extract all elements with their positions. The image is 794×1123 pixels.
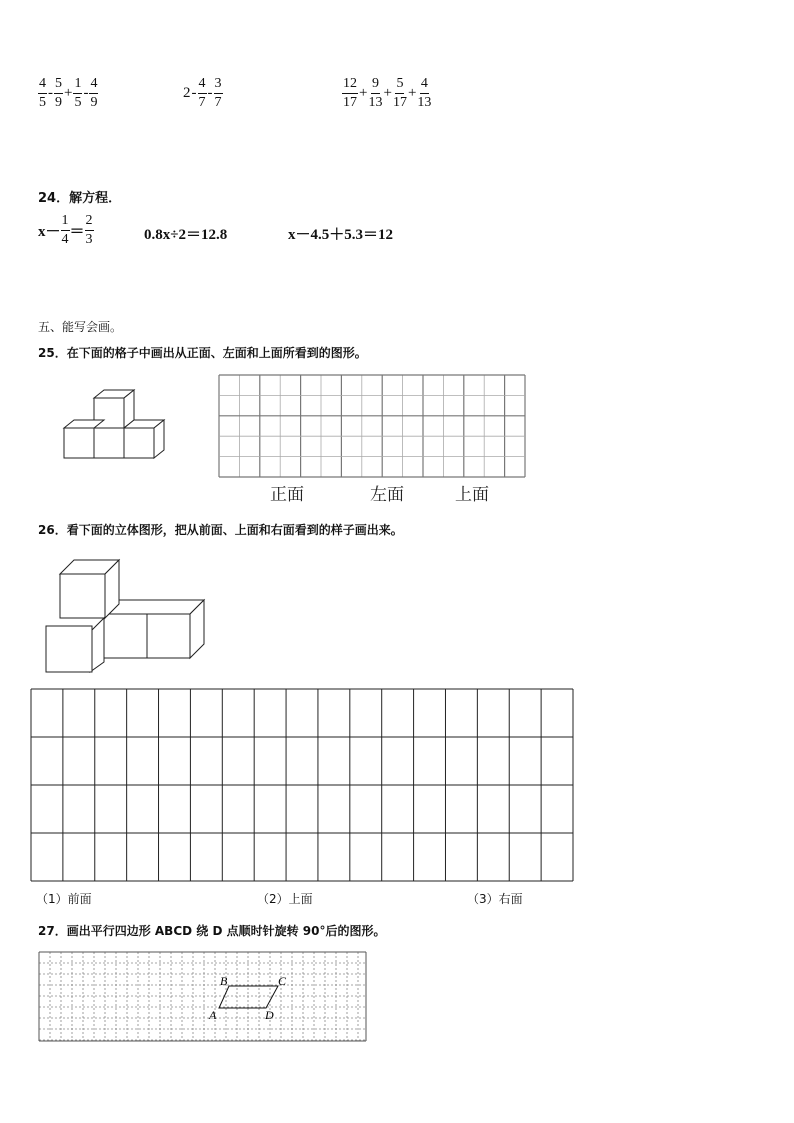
parallelogram-abcd: [219, 986, 278, 1008]
q25-label-front: 正面: [270, 485, 304, 505]
operator: +: [359, 85, 368, 101]
q27-dot-grid[interactable]: [38, 951, 368, 1043]
fraction: $\frac{1}{5}$: [74, 76, 82, 110]
fraction: $\frac{4}{7}$: [198, 76, 206, 110]
fraction: $\frac{12}{17}$: [343, 76, 357, 110]
q25-title: 25．在下面的格子中画出从正面、左面和上面所看到的图形。: [38, 346, 367, 360]
q24-equation-1: x－ $\frac{1}{4}$ ＝ $\frac{2}{3}$: [38, 213, 93, 247]
q24-equation-3: x－4.5＋5.3＝12: [288, 227, 394, 243]
point-label-c: C: [278, 974, 287, 988]
calc-expression-1: [38, 77, 98, 110]
fraction: $\frac{5}{9}$: [55, 76, 62, 110]
q26-title: 26．看下面的立体图形，把从前面、上面和右面看到的样子画出来。: [38, 523, 403, 537]
q24-equation-2: 0.8x÷2＝12.8: [144, 227, 228, 243]
operator: -: [48, 85, 53, 101]
q26-solid-figure: [44, 556, 208, 676]
point-label-b: B: [220, 974, 228, 988]
calc-expression-3: [342, 77, 431, 110]
q25-drawing-grid[interactable]: [218, 374, 526, 478]
q27-title: 27．画出平行四边形 ABCD 绕 D 点顺时针旋转 90°后的图形。: [38, 924, 386, 938]
calc-expression-2: 2 - $\frac{4}{7}$ - $\frac{3}{7}$: [183, 76, 222, 110]
q24-title: 24．解方程．: [38, 191, 122, 206]
operator: +: [407, 85, 417, 101]
q25-solid-figure: [60, 388, 166, 460]
operator: -: [83, 85, 89, 101]
q26-drawing-grid[interactable]: [30, 688, 574, 882]
section-5-title: 五、能写会画。: [38, 320, 123, 334]
q25-label-left: 左面: [370, 485, 404, 505]
operator: +: [383, 85, 392, 101]
fraction: $\frac{3}{7}$: [214, 76, 222, 110]
fraction: $\frac{4}{13}$: [417, 76, 432, 110]
fraction: $\frac{1}{4}$: [61, 213, 69, 247]
fraction: $\frac{5}{17}$: [392, 76, 407, 110]
fraction: $\frac{4}{9}$: [90, 76, 98, 110]
q26-label-front: （1）前面: [36, 892, 92, 906]
operator: +: [64, 85, 73, 101]
fraction: $\frac{2}{3}$: [85, 213, 93, 247]
fraction: $\frac{4}{5}$: [39, 76, 46, 110]
fraction: $\frac{9}{13}$: [368, 76, 383, 110]
point-label-d: D: [265, 1008, 274, 1022]
q25-label-top: 上面: [455, 485, 489, 505]
q26-label-right: （3）右面: [467, 892, 523, 906]
operator: -: [191, 85, 197, 101]
q26-label-top: （2）上面: [257, 892, 313, 906]
point-label-a: A: [209, 1008, 217, 1022]
operator: -: [207, 85, 213, 101]
